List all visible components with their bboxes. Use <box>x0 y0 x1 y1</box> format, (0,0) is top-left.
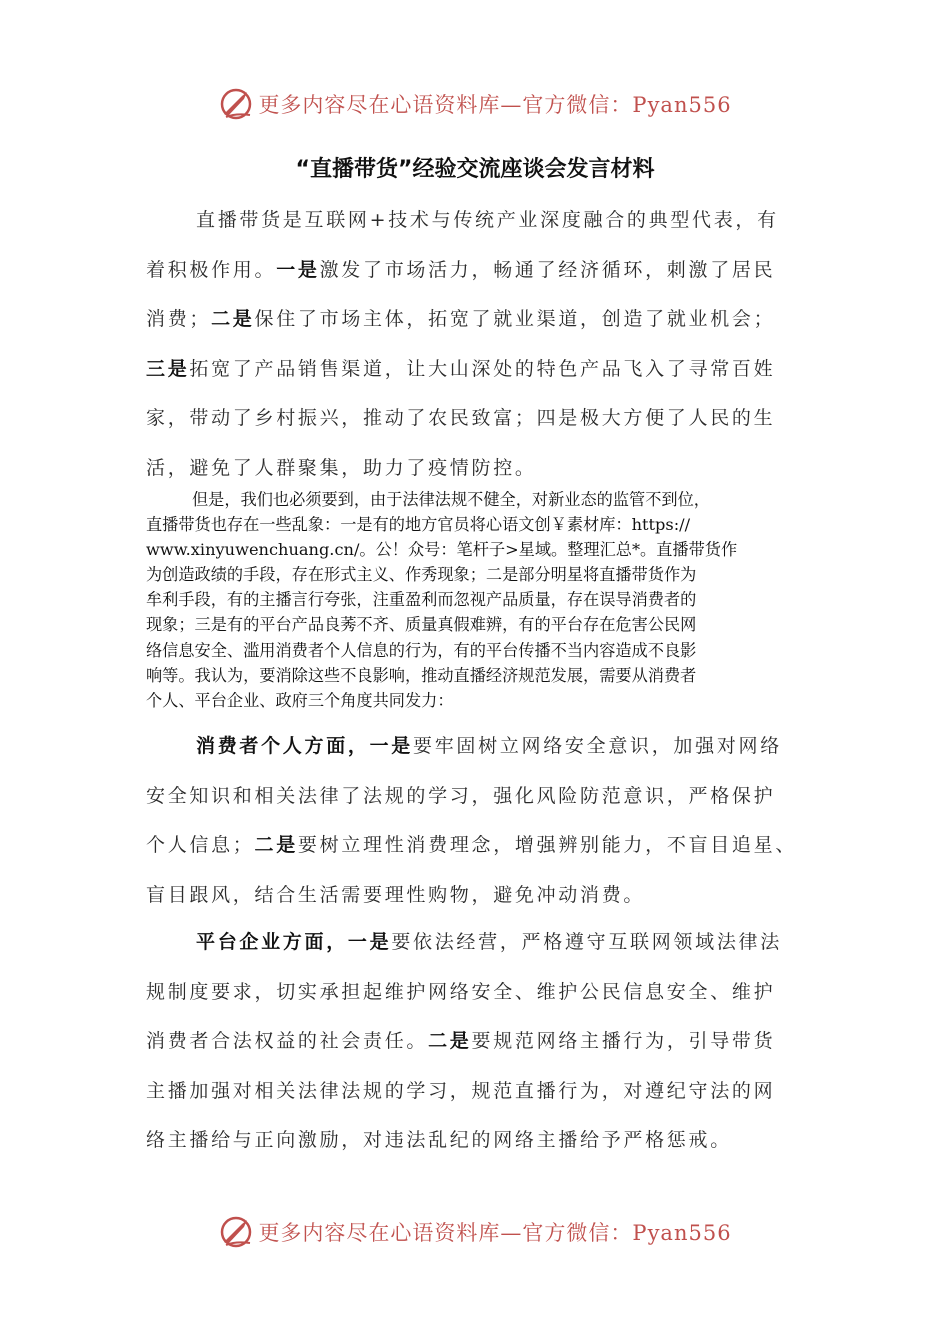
emphasis: 二是 <box>211 308 255 331</box>
text-line: 规制度要求，切实承担起维护网络安全、维护公民信息安全、维护 <box>146 980 776 1003</box>
emphasis: 三是 <box>146 357 190 380</box>
text-line: 消费；二是保住了市场主体，拓宽了就业渠道，创造了就业机会； <box>146 308 776 331</box>
paragraph-problems <box>146 487 816 713</box>
text-line: 主播加强对相关法律法规的学习，规范直播行为，对遵纪守法的网 <box>146 1079 776 1102</box>
banner-text: 更多内容尽在心语资料库—官方微信：Pyan556 <box>258 93 732 117</box>
text-line: 络信息安全、滥用消费者个人信息的行为，有的平台传播不当内容造成不良影 <box>146 640 697 660</box>
text-line: 家，带动了乡村振兴，推动了农民致富；四是极大方便了人民的生 <box>146 407 776 430</box>
paragraph-consumer <box>146 722 810 920</box>
page-title: “直播带货”经验交流座谈会发言材料 <box>295 157 655 182</box>
text-line: 个人、平台企业、政府三个角度共同发力： <box>146 690 454 710</box>
text-line: 现象；三是有的平台产品良莠不齐、质量真假难辨，有的平台存在危害公民网 <box>146 615 697 635</box>
text-line: 三是拓宽了产品销售渠道，让大山深处的特色产品飞入了寻常百姓 <box>146 357 776 380</box>
emphasis: 一是 <box>276 258 320 281</box>
text-line: 安全知识和相关法律了法规的学习，强化风险防范意识，严格保护 <box>146 784 776 807</box>
header-banner <box>0 82 950 126</box>
text-line: 牟利手段，有的主播言行夸张，注重盈利而忽视产品质量，存在误导消费者的 <box>146 590 697 610</box>
text-line: 响等。我认为，要消除这些不良影响，推动直播经济规范发展，需要从消费者 <box>146 665 697 685</box>
text-line: 活，避免了人群聚集，助力了疫情防控。 <box>146 456 537 479</box>
pen-circle-logo <box>218 86 254 122</box>
emphasis: 二是 <box>428 1030 472 1053</box>
banner-text: 更多内容尽在心语资料库—官方微信：Pyan556 <box>258 1221 732 1245</box>
text-line: 为创造政绩的手段，存在形式主义、作秀现象；二是部分明星将直播带货作为 <box>146 565 697 585</box>
paragraph-intro <box>146 196 810 494</box>
paragraph-platform <box>146 918 810 1166</box>
emphasis: 平台企业方面，一是 <box>196 931 392 953</box>
text-line: 直播带货是互联网+技术与传统产业深度融合的典型代表，有 <box>196 209 779 231</box>
pen-circle-logo <box>218 1214 254 1250</box>
text-line: 个人信息；二是要树立理性消费理念，增强辨别能力，不盲目追星、 <box>146 834 798 857</box>
text-line: 络主播给与正向激励，对违法乱纪的网络主播给予严格惩戒。 <box>146 1129 732 1152</box>
text-line: www.xinyuwenchuang.cn/。公！众号：笔杆子>星域。整理汇总*。直播带货作 <box>146 540 738 560</box>
emphasis: 消费者个人方面，一是 <box>196 735 414 757</box>
text-line: 着积极作用。一是激发了市场活力，畅通了经济循环，刺激了居民 <box>146 258 776 281</box>
text-line: 盲目跟风，结合生活需要理性购物，避免冲动消费。 <box>146 883 646 906</box>
text-line: 消费者合法权益的社会责任。二是要规范网络主播行为，引导带货 <box>146 1030 776 1053</box>
footer-banner <box>0 1210 950 1254</box>
text-line: 消费者个人方面，一是要牢固树立网络安全意识，加强对网络 <box>196 735 782 757</box>
emphasis: 二是 <box>254 834 298 857</box>
text-line: 平台企业方面，一是要依法经营，严格遵守互联网领域法律法 <box>196 931 782 953</box>
text-line: 直播带货也存在一些乱象：一是有的地方官员将心语文创￥素材库：https:// <box>146 515 691 535</box>
text-line: 但是，我们也必须要到，由于法律法规不健全，对新业态的监管不到位， <box>192 490 710 509</box>
